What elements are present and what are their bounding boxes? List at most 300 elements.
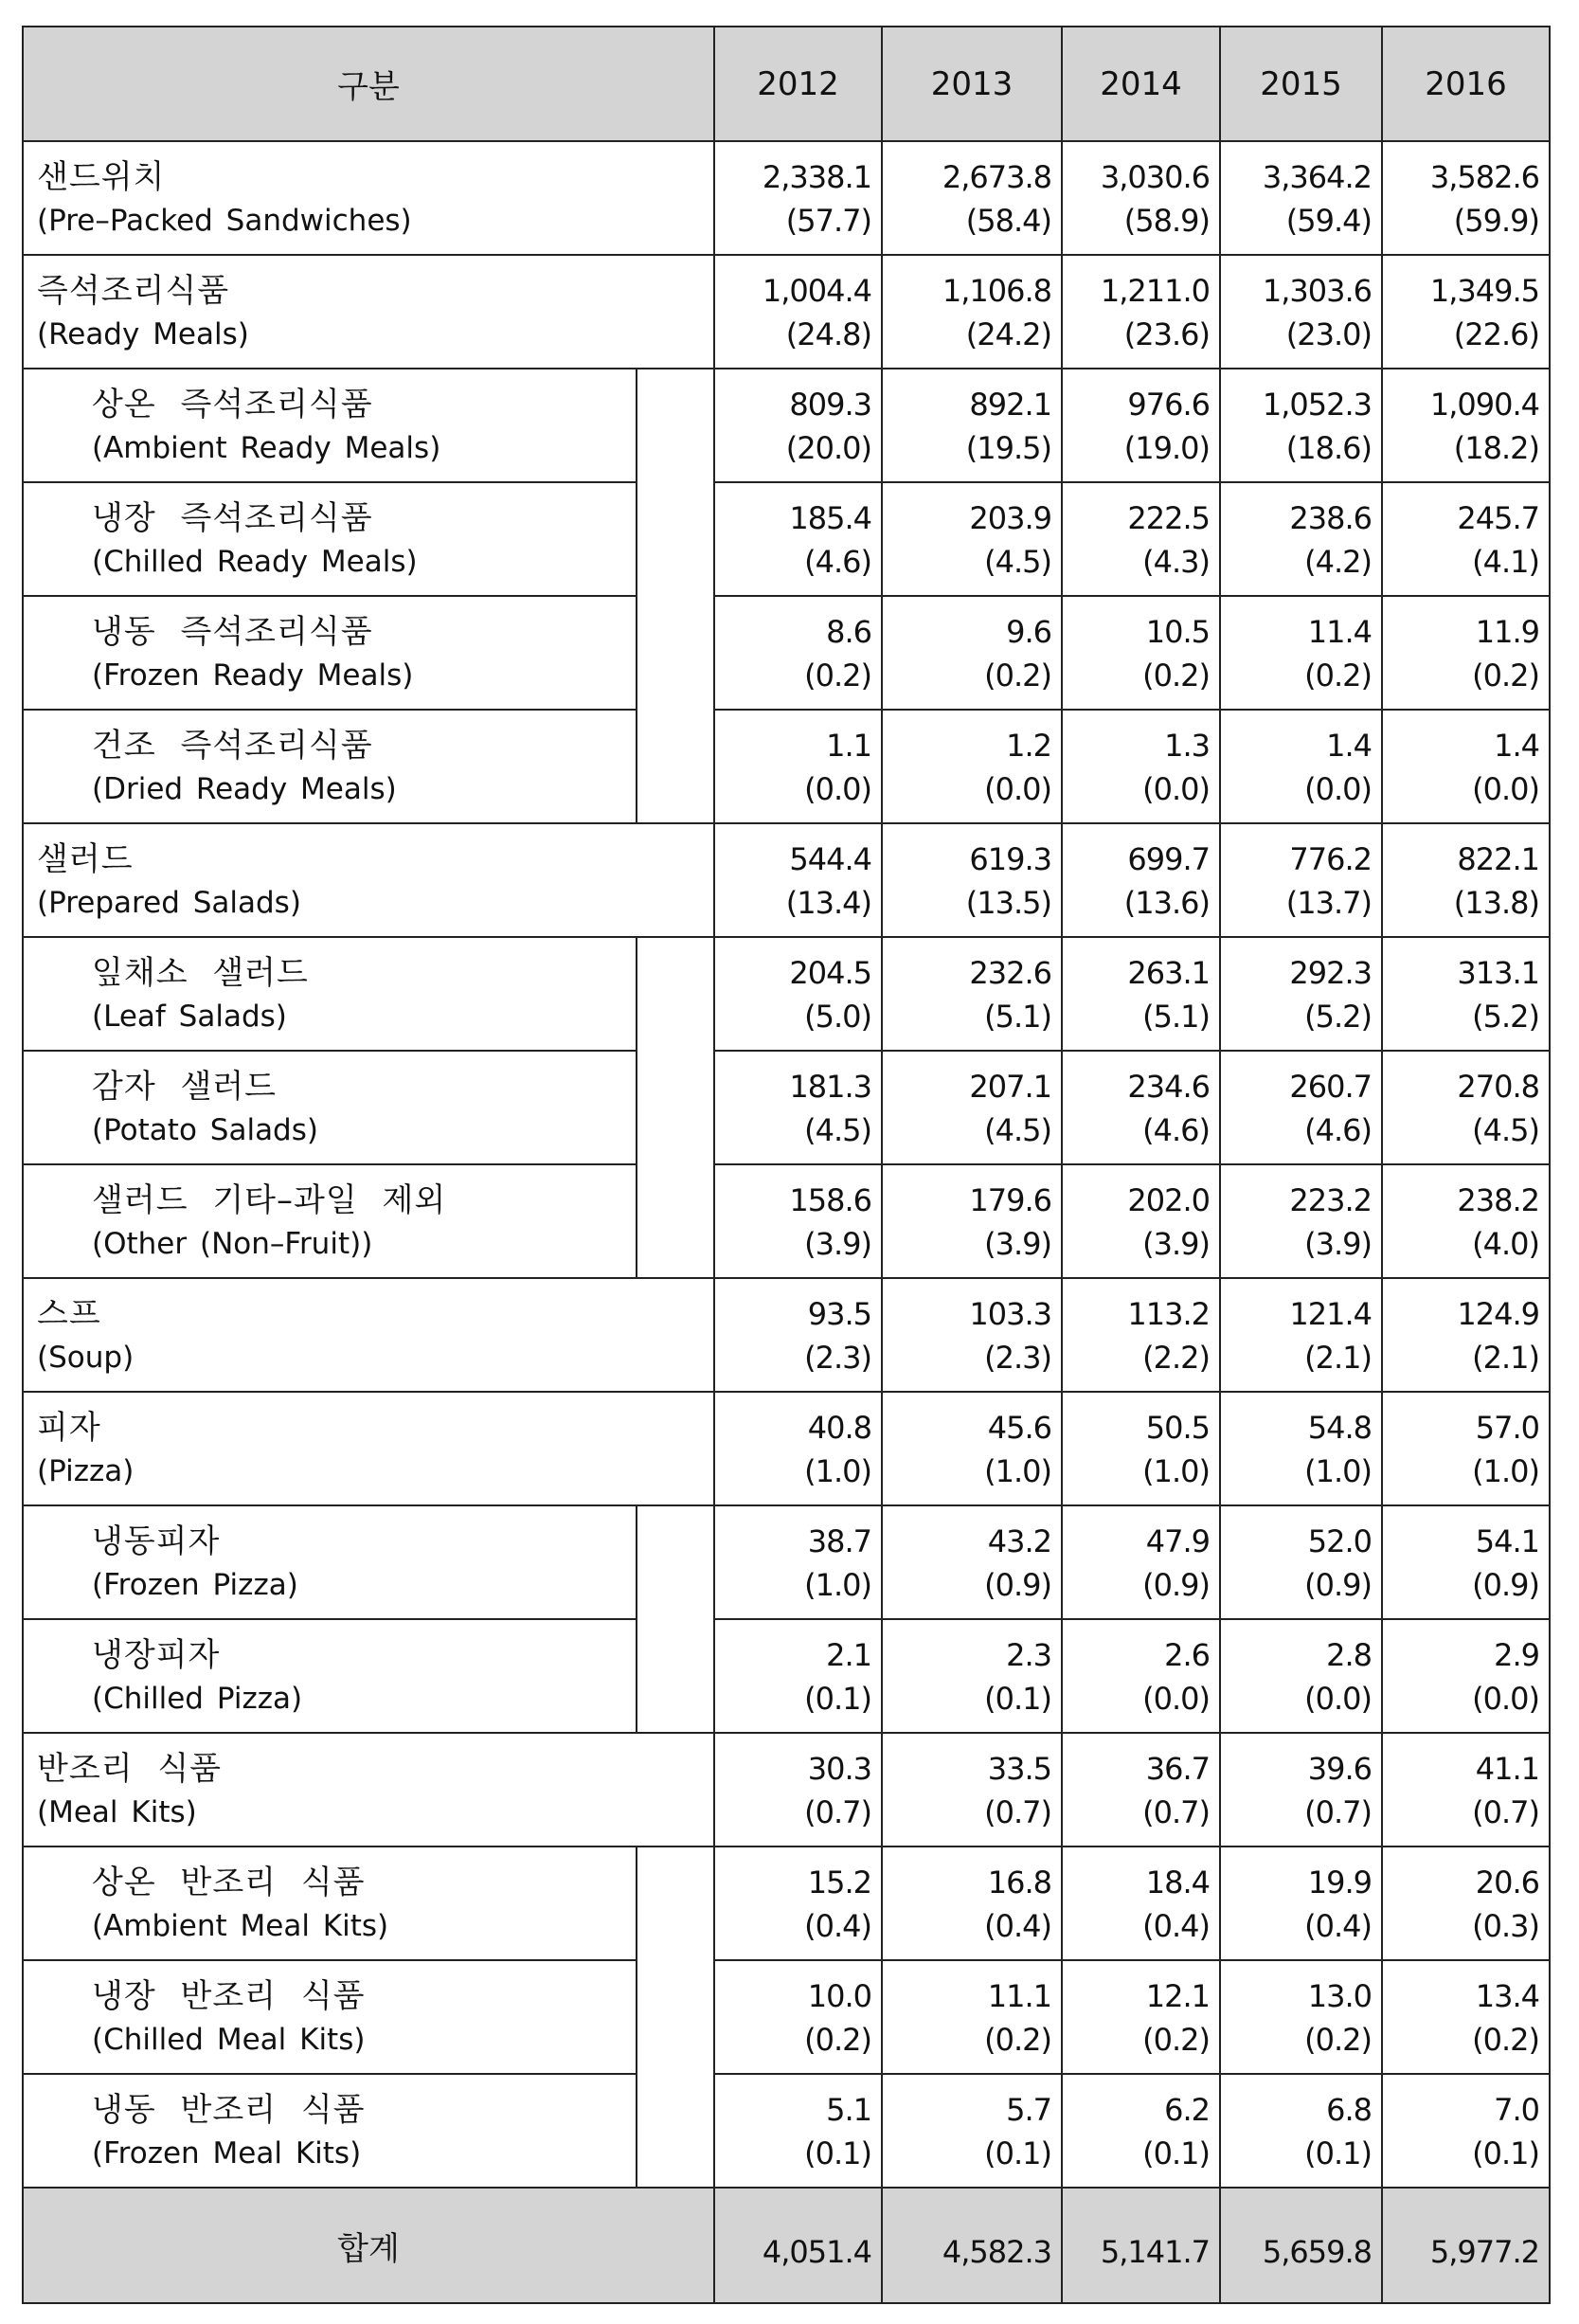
value: 202.0	[1127, 1182, 1210, 1218]
value: 2.8	[1326, 1637, 1372, 1673]
share-percent: (0.0)	[1142, 771, 1210, 807]
share-percent: (4.6)	[1142, 1112, 1210, 1148]
header-category: 구분	[23, 27, 714, 141]
value-cell	[1062, 1051, 1220, 1164]
indent-gutter	[637, 1051, 714, 1164]
total-value: 5,141.7	[1062, 2188, 1220, 2303]
value-cell	[1220, 710, 1382, 823]
total-value: 4,051.4	[714, 2188, 882, 2303]
value: 1.3	[1164, 728, 1210, 764]
share-percent: (24.2)	[965, 316, 1051, 352]
value: 50.5	[1145, 1410, 1210, 1446]
value: 207.1	[969, 1069, 1051, 1105]
label-korean: 샐러드	[37, 840, 134, 878]
subcategory-label	[23, 1505, 637, 1619]
subcategory-row	[23, 482, 1550, 596]
total-value: 5,659.8	[1220, 2188, 1382, 2303]
value-cell	[882, 1164, 1062, 1278]
indent-gutter	[637, 1847, 714, 1960]
value-cell	[882, 596, 1062, 710]
label-english: (Potato Salads)	[92, 1113, 318, 1147]
share-percent: (2.1)	[1472, 1340, 1539, 1376]
value-cell	[1382, 1960, 1550, 2074]
total-label: 합계	[23, 2188, 714, 2303]
value-cell	[1382, 1619, 1550, 1733]
total-value: 4,582.3	[882, 2188, 1062, 2303]
value-cell	[882, 1392, 1062, 1505]
category-label	[23, 255, 714, 369]
share-percent: (0.7)	[1304, 1794, 1372, 1830]
value: 103.3	[969, 1296, 1051, 1332]
share-percent: (18.6)	[1285, 430, 1372, 466]
value-cell	[1062, 369, 1220, 482]
value: 54.8	[1307, 1410, 1372, 1446]
value: 232.6	[969, 955, 1051, 991]
value-cell	[882, 1847, 1062, 1960]
value: 54.1	[1475, 1523, 1539, 1559]
label-korean: 냉동 즉석조리식품	[92, 613, 373, 651]
category-label	[23, 1733, 714, 1847]
share-percent: (1.0)	[804, 1453, 871, 1489]
value: 699.7	[1127, 841, 1210, 877]
value: 11.1	[987, 1978, 1051, 2014]
share-percent: (5.1)	[1142, 999, 1210, 1035]
share-percent: (13.5)	[965, 885, 1051, 921]
share-percent: (0.7)	[1142, 1794, 1210, 1830]
label-english: (Ambient Meal Kits)	[92, 1909, 389, 1943]
value-cell	[882, 1051, 1062, 1164]
value: 204.5	[789, 955, 871, 991]
subcategory-label	[23, 1164, 637, 1278]
share-percent: (59.4)	[1285, 203, 1372, 239]
value: 124.9	[1457, 1296, 1539, 1332]
indent-gutter	[637, 596, 714, 710]
share-percent: (5.2)	[1472, 999, 1539, 1035]
value-cell	[1382, 1847, 1550, 1960]
value-cell	[882, 937, 1062, 1051]
value: 1,106.8	[942, 273, 1051, 309]
value-cell	[1382, 823, 1550, 937]
value-cell	[714, 1960, 882, 2074]
share-percent: (13.7)	[1285, 885, 1372, 921]
value-cell	[1382, 141, 1550, 255]
category-label	[23, 1278, 714, 1392]
header-row	[23, 27, 1550, 141]
value-cell	[882, 141, 1062, 255]
subcategory-label	[23, 1847, 637, 1960]
share-percent: (2.2)	[1142, 1340, 1210, 1376]
value: 8.6	[826, 614, 871, 650]
value: 203.9	[969, 500, 1051, 536]
value-cell	[714, 1505, 882, 1619]
value: 238.6	[1289, 500, 1372, 536]
value: 1,349.5	[1429, 273, 1539, 309]
value: 181.3	[789, 1069, 871, 1105]
value: 1,303.6	[1262, 273, 1372, 309]
share-percent: (13.4)	[785, 885, 871, 921]
subcategory-label	[23, 2074, 637, 2188]
value: 776.2	[1289, 841, 1372, 877]
value: 5.7	[1006, 2092, 1051, 2128]
share-percent: (19.5)	[965, 430, 1051, 466]
subcategory-row	[23, 710, 1550, 823]
value-cell	[714, 937, 882, 1051]
label-korean: 샌드위치	[37, 158, 166, 196]
share-percent: (4.5)	[984, 544, 1051, 580]
value: 223.2	[1289, 1182, 1372, 1218]
value-cell	[1220, 596, 1382, 710]
label-english: (Meal Kits)	[37, 1795, 197, 1829]
share-percent: (0.2)	[1304, 658, 1372, 694]
label-english: (Frozen Meal Kits)	[92, 2136, 362, 2171]
value: 11.4	[1307, 614, 1372, 650]
label-korean: 냉장 반조리 식품	[92, 1977, 366, 2015]
value-cell	[1062, 710, 1220, 823]
value-cell	[882, 1960, 1062, 2074]
value-cell	[1062, 1847, 1220, 1960]
value: 1.4	[1494, 728, 1539, 764]
indent-gutter	[637, 1164, 714, 1278]
header-year: 2015	[1220, 27, 1382, 141]
value: 263.1	[1127, 955, 1210, 991]
value: 3,364.2	[1262, 159, 1372, 195]
share-percent: (0.7)	[984, 1794, 1051, 1830]
subcategory-label	[23, 710, 637, 823]
share-percent: (1.0)	[804, 1567, 871, 1603]
value-cell	[1062, 1505, 1220, 1619]
value-cell	[1062, 1619, 1220, 1733]
share-percent: (0.0)	[1142, 1681, 1210, 1717]
share-percent: (0.4)	[1304, 1908, 1372, 1944]
share-percent: (0.0)	[984, 771, 1051, 807]
label-korean: 상온 반조리 식품	[92, 1864, 366, 1901]
share-percent: (19.0)	[1123, 430, 1210, 466]
value-cell	[1382, 482, 1550, 596]
value-cell	[714, 1733, 882, 1847]
share-percent: (0.9)	[984, 1567, 1051, 1603]
value: 270.8	[1457, 1069, 1539, 1105]
value-cell	[1382, 1164, 1550, 1278]
value-cell	[714, 141, 882, 255]
value: 13.0	[1307, 1978, 1372, 2014]
share-percent: (0.0)	[1304, 1681, 1372, 1717]
share-percent: (0.4)	[984, 1908, 1051, 1944]
subcategory-label	[23, 1051, 637, 1164]
share-percent: (59.9)	[1453, 203, 1539, 239]
label-english: (Other (Non–Fruit))	[92, 1227, 373, 1261]
subcategory-label	[23, 1960, 637, 2074]
share-percent: (0.3)	[1472, 1908, 1539, 1944]
value: 292.3	[1289, 955, 1372, 991]
share-percent: (4.5)	[1472, 1112, 1539, 1148]
value: 1,090.4	[1429, 387, 1539, 423]
value-cell	[882, 255, 1062, 369]
value-cell	[1062, 255, 1220, 369]
value: 39.6	[1307, 1751, 1372, 1787]
value-cell	[1220, 1505, 1382, 1619]
value-cell	[1220, 255, 1382, 369]
share-percent: (0.2)	[984, 658, 1051, 694]
subcategory-row	[23, 1960, 1550, 2074]
value: 19.9	[1307, 1865, 1372, 1901]
value: 40.8	[807, 1410, 871, 1446]
value-cell	[882, 823, 1062, 937]
value-cell	[1382, 1392, 1550, 1505]
value: 234.6	[1127, 1069, 1210, 1105]
value-cell	[1062, 1164, 1220, 1278]
share-percent: (0.2)	[1472, 658, 1539, 694]
value-cell	[1062, 1278, 1220, 1392]
subcategory-row	[23, 1619, 1550, 1733]
value-cell	[1220, 1733, 1382, 1847]
indent-gutter	[637, 1960, 714, 2074]
label-english: (Leaf Salads)	[92, 1000, 287, 1034]
value: 15.2	[807, 1865, 871, 1901]
label-english: (Dried Ready Meals)	[92, 772, 397, 806]
value-cell	[882, 482, 1062, 596]
value: 822.1	[1457, 841, 1539, 877]
share-percent: (0.1)	[984, 1681, 1051, 1717]
share-percent: (0.9)	[1304, 1567, 1372, 1603]
value-cell	[714, 1619, 882, 1733]
value-cell	[714, 596, 882, 710]
category-row	[23, 1392, 1550, 1505]
value: 93.5	[807, 1296, 871, 1332]
value-cell	[1220, 482, 1382, 596]
value-cell	[1382, 1733, 1550, 1847]
value: 47.9	[1145, 1523, 1210, 1559]
value: 3,582.6	[1429, 159, 1539, 195]
value-cell	[1220, 1619, 1382, 1733]
value: 20.6	[1475, 1865, 1539, 1901]
share-percent: (5.1)	[984, 999, 1051, 1035]
value-cell	[714, 1392, 882, 1505]
share-percent: (1.0)	[1304, 1453, 1372, 1489]
share-percent: (0.2)	[1304, 2022, 1372, 2058]
share-percent: (0.1)	[804, 2135, 871, 2171]
value: 2.1	[826, 1637, 871, 1673]
value-cell	[1220, 1164, 1382, 1278]
share-percent: (1.0)	[984, 1453, 1051, 1489]
label-korean: 건조 즉석조리식품	[92, 727, 373, 765]
value: 10.5	[1145, 614, 1210, 650]
value: 2,673.8	[942, 159, 1051, 195]
share-percent: (5.2)	[1304, 999, 1372, 1035]
share-percent: (0.7)	[1472, 1794, 1539, 1830]
share-percent: (4.2)	[1304, 544, 1372, 580]
share-percent: (4.5)	[984, 1112, 1051, 1148]
value-cell	[714, 255, 882, 369]
share-percent: (58.4)	[965, 203, 1051, 239]
indent-gutter	[637, 2074, 714, 2188]
value-cell	[714, 823, 882, 937]
value-cell	[1062, 141, 1220, 255]
label-korean: 냉동피자	[92, 1522, 221, 1560]
value: 2.6	[1164, 1637, 1210, 1673]
value-cell	[1220, 369, 1382, 482]
share-percent: (3.9)	[1304, 1226, 1372, 1262]
subcategory-row	[23, 369, 1550, 482]
share-percent: (3.9)	[1142, 1226, 1210, 1262]
share-percent: (2.3)	[984, 1340, 1051, 1376]
value: 57.0	[1475, 1410, 1539, 1446]
label-english: (Prepared Salads)	[37, 886, 301, 920]
indent-gutter	[637, 1505, 714, 1619]
value: 892.1	[969, 387, 1051, 423]
share-percent: (3.9)	[984, 1226, 1051, 1262]
indent-gutter	[637, 710, 714, 823]
value-cell	[882, 710, 1062, 823]
subcategory-row	[23, 1505, 1550, 1619]
value-cell	[714, 710, 882, 823]
share-percent: (0.1)	[804, 1681, 871, 1717]
share-percent: (57.7)	[785, 203, 871, 239]
share-percent: (4.3)	[1142, 544, 1210, 580]
share-percent: (0.0)	[1472, 1681, 1539, 1717]
header-year: 2014	[1062, 27, 1220, 141]
value: 222.5	[1127, 500, 1210, 536]
label-english: (Frozen Pizza)	[92, 1568, 298, 1602]
share-percent: (13.6)	[1123, 885, 1210, 921]
value-cell	[1062, 596, 1220, 710]
label-english: (Pre–Packed Sandwiches)	[37, 204, 412, 238]
label-english: (Pizza)	[37, 1454, 135, 1488]
label-korean: 샐러드 기타–과일 제외	[92, 1181, 447, 1219]
value: 260.7	[1289, 1069, 1372, 1105]
subcategory-row	[23, 596, 1550, 710]
share-percent: (1.0)	[1142, 1453, 1210, 1489]
value-cell	[882, 1278, 1062, 1392]
value: 1.4	[1326, 728, 1372, 764]
value-cell	[882, 2074, 1062, 2188]
share-percent: (58.9)	[1123, 203, 1210, 239]
share-percent: (1.0)	[1472, 1453, 1539, 1489]
value-cell	[882, 1733, 1062, 1847]
value-cell	[714, 2074, 882, 2188]
share-percent: (4.0)	[1472, 1226, 1539, 1262]
share-percent: (0.1)	[1142, 2135, 1210, 2171]
category-label	[23, 1392, 714, 1505]
subcategory-row	[23, 1051, 1550, 1164]
share-percent: (13.8)	[1453, 885, 1539, 921]
header-year: 2016	[1382, 27, 1550, 141]
subcategory-row	[23, 2074, 1550, 2188]
value-cell	[714, 369, 882, 482]
value-cell	[1062, 823, 1220, 937]
label-english: (Frozen Ready Meals)	[92, 658, 414, 693]
label-korean: 즉석조리식품	[37, 272, 230, 310]
value: 43.2	[987, 1523, 1051, 1559]
label-english: (Soup)	[37, 1341, 135, 1375]
category-row	[23, 823, 1550, 937]
share-percent: (0.2)	[1142, 658, 1210, 694]
value: 619.3	[969, 841, 1051, 877]
label-korean: 감자 샐러드	[92, 1068, 278, 1106]
share-percent: (2.3)	[804, 1340, 871, 1376]
share-percent: (23.6)	[1123, 316, 1210, 352]
share-percent: (20.0)	[785, 430, 871, 466]
value-cell	[1382, 255, 1550, 369]
share-percent: (0.2)	[984, 2022, 1051, 2058]
value: 7.0	[1494, 2092, 1539, 2128]
value: 11.9	[1475, 614, 1539, 650]
share-percent: (0.1)	[1304, 2135, 1372, 2171]
value-cell	[1220, 823, 1382, 937]
value: 13.4	[1475, 1978, 1539, 2014]
share-percent: (4.6)	[804, 544, 871, 580]
value: 52.0	[1307, 1523, 1372, 1559]
value: 809.3	[789, 387, 871, 423]
category-row	[23, 141, 1550, 255]
share-percent: (0.0)	[804, 771, 871, 807]
value: 179.6	[969, 1182, 1051, 1218]
share-percent: (24.8)	[785, 316, 871, 352]
value-cell	[1220, 141, 1382, 255]
label-korean: 스프	[37, 1295, 101, 1333]
share-percent: (0.4)	[1142, 1908, 1210, 1944]
subcategory-label	[23, 596, 637, 710]
value-cell	[714, 1051, 882, 1164]
total-value: 5,977.2	[1382, 2188, 1550, 2303]
label-english: (Chilled Ready Meals)	[92, 545, 418, 579]
value-cell	[882, 369, 1062, 482]
share-percent: (0.7)	[804, 1794, 871, 1830]
value-cell	[1382, 369, 1550, 482]
subcategory-label	[23, 482, 637, 596]
indent-gutter	[637, 1619, 714, 1733]
share-percent: (4.5)	[804, 1112, 871, 1148]
category-label	[23, 141, 714, 255]
header-year: 2012	[714, 27, 882, 141]
value: 16.8	[987, 1865, 1051, 1901]
value: 5.1	[826, 2092, 871, 2128]
value: 238.2	[1457, 1182, 1539, 1218]
share-percent: (0.9)	[1142, 1567, 1210, 1603]
value: 12.1	[1145, 1978, 1210, 2014]
label-korean: 상온 즉석조리식품	[92, 386, 373, 423]
value: 113.2	[1127, 1296, 1210, 1332]
value: 2.9	[1494, 1637, 1539, 1673]
value-cell	[1382, 1278, 1550, 1392]
value-cell	[714, 1164, 882, 1278]
value: 18.4	[1145, 1865, 1210, 1901]
value-cell	[1062, 1392, 1220, 1505]
share-percent: (0.2)	[1142, 2022, 1210, 2058]
value-cell	[714, 482, 882, 596]
value-cell	[1062, 1960, 1220, 2074]
value: 1,004.4	[762, 273, 871, 309]
share-percent: (0.1)	[984, 2135, 1051, 2171]
value: 36.7	[1145, 1751, 1210, 1787]
total-row	[23, 2188, 1550, 2303]
category-row	[23, 1278, 1550, 1392]
share-percent: (5.0)	[804, 999, 871, 1035]
value-cell	[1062, 482, 1220, 596]
value-cell	[1220, 1278, 1382, 1392]
value: 3,030.6	[1100, 159, 1210, 195]
label-korean: 냉장 즉석조리식품	[92, 499, 373, 537]
share-percent: (0.0)	[1304, 771, 1372, 807]
value: 1.2	[1006, 728, 1051, 764]
share-percent: (4.6)	[1304, 1112, 1372, 1148]
label-english: (Chilled Pizza)	[92, 1682, 303, 1716]
value-cell	[1220, 1051, 1382, 1164]
category-row	[23, 255, 1550, 369]
subcategory-label	[23, 937, 637, 1051]
indent-gutter	[637, 937, 714, 1051]
label-english: (Ready Meals)	[37, 317, 249, 351]
value: 2.3	[1006, 1637, 1051, 1673]
